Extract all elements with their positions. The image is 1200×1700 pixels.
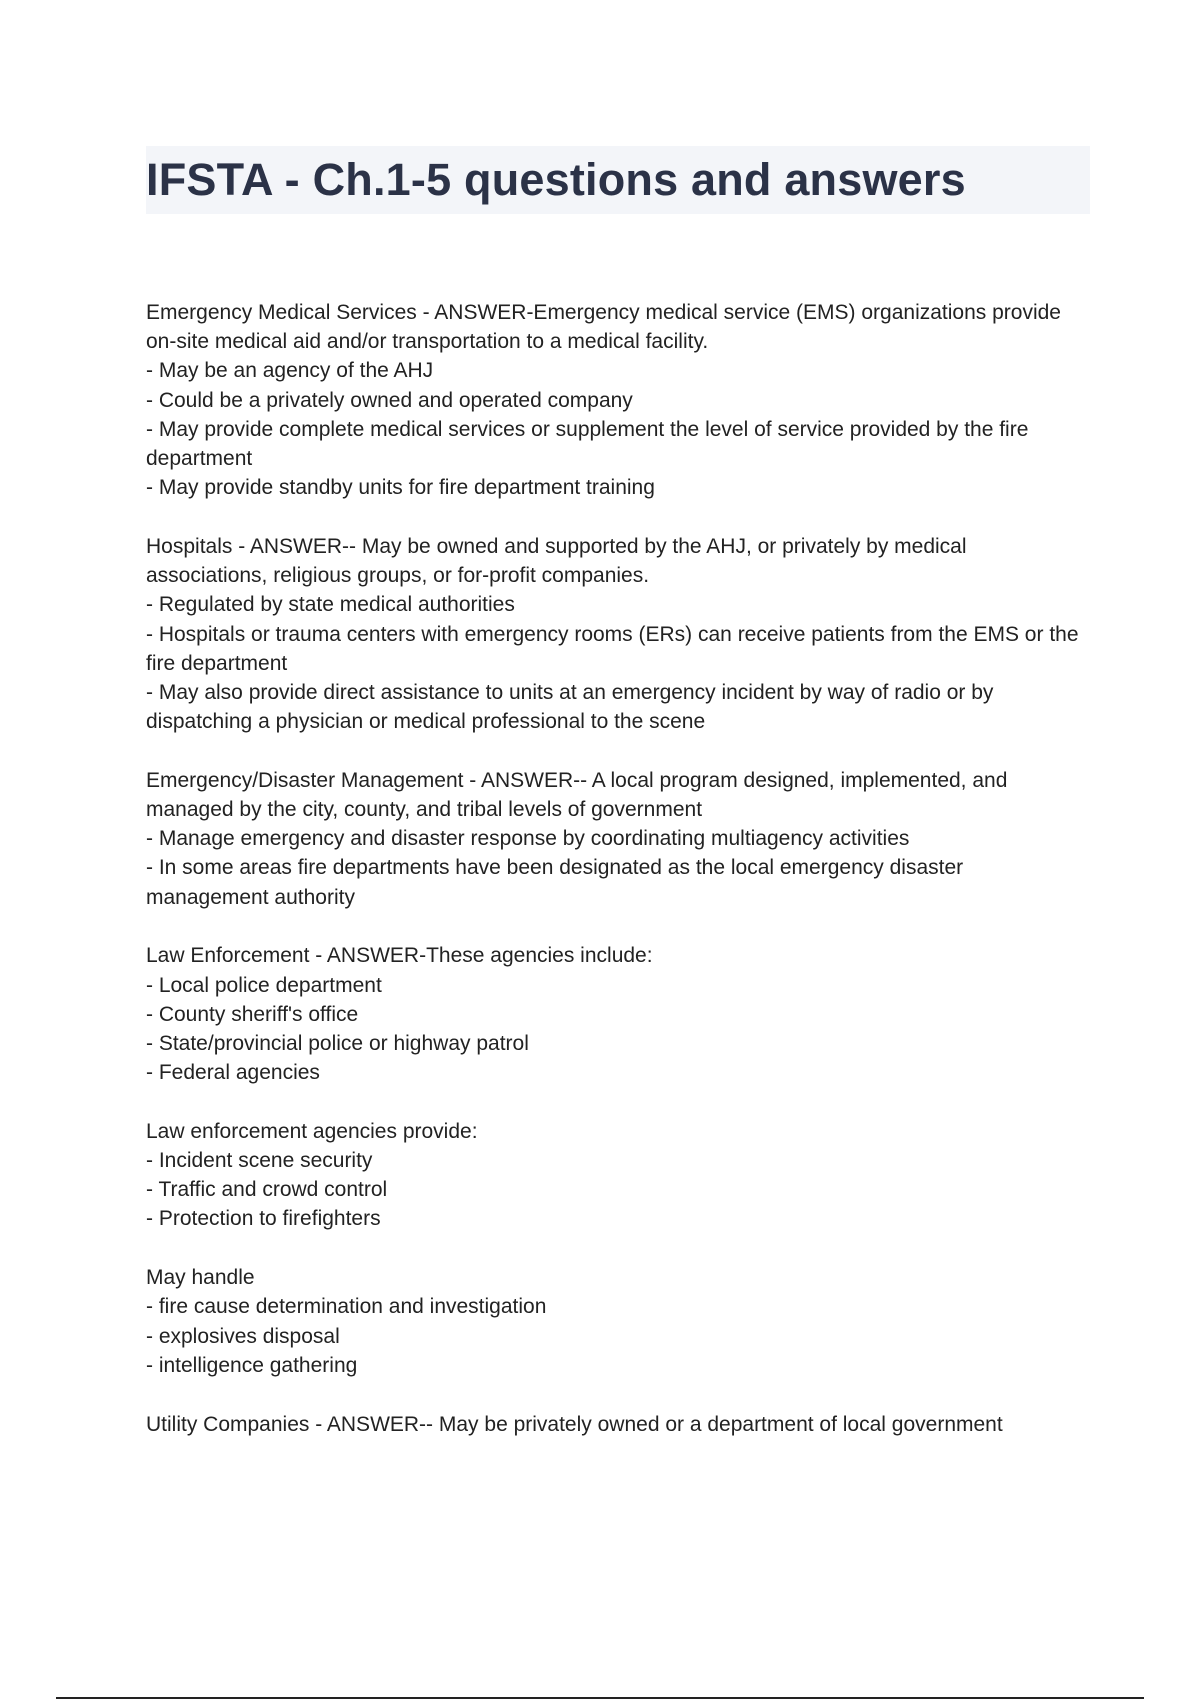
bullet-item: - County sheriff's office xyxy=(146,1002,359,1026)
answer-paragraph: Emergency Medical Services - ANSWER-Emergency medical service (EMS) organizations provide on-site medical aid and/or transportation to a medical facility. xyxy=(146,301,1061,354)
bullet-item: - May be an agency of the AHJ xyxy=(146,359,434,383)
bullet-item: - Regulated by state medical authorities xyxy=(146,593,515,617)
page-bottom-divider xyxy=(56,1697,1144,1699)
section-heading-text: Law enforcement agencies provide: xyxy=(146,1119,478,1143)
answer-paragraph: Utility Companies - ANSWER-- May be privately owned or a department of local government xyxy=(146,1412,1003,1436)
bullet-item: - May provide standby units for fire department training xyxy=(146,476,655,500)
section-heading-text: May handle xyxy=(146,1266,255,1290)
section-utility-companies xyxy=(146,1410,1090,1439)
section-hospitals xyxy=(146,532,1090,736)
document-body xyxy=(146,298,1090,1468)
section-may-handle xyxy=(146,1263,1090,1380)
bullet-item: - Could be a privately owned and operated company xyxy=(146,388,633,412)
answer-paragraph: Hospitals - ANSWER-- May be owned and supported by the AHJ, or privately by medical associations, religious groups, or for-profit companies. xyxy=(146,534,967,588)
section-law-enforcement xyxy=(146,941,1090,1087)
title-banner xyxy=(146,146,1090,214)
bullet-item: - fire cause determination and investigation xyxy=(146,1295,547,1319)
section-emergency-medical-services xyxy=(146,298,1090,502)
bullet-item: - explosives disposal xyxy=(146,1324,340,1348)
page-title: IFSTA - Ch.1-5 questions and answers xyxy=(146,154,966,205)
bullet-item: - Incident scene security xyxy=(146,1149,373,1173)
bullet-item: - Federal agencies xyxy=(146,1061,320,1085)
bullet-item: - In some areas fire departments have been designated as the local emergency disaster management authority xyxy=(146,856,964,909)
section-emergency-disaster-management xyxy=(146,766,1090,912)
bullet-item: - Traffic and crowd control xyxy=(146,1178,388,1202)
bullet-item: - Protection to firefighters xyxy=(146,1207,381,1231)
bullet-item: - State/provincial police or highway patrol xyxy=(146,1031,529,1055)
bullet-item: - intelligence gathering xyxy=(146,1353,358,1377)
bullet-item: - May provide complete medical services or supplement the level of service provided by the fire department xyxy=(146,417,1029,471)
section-law-enforcement-provide xyxy=(146,1117,1090,1234)
bullet-item: - Local police department xyxy=(146,973,382,997)
bullet-item: - Hospitals or trauma centers with emergency rooms (ERs) can receive patients from the EMS or the fire department xyxy=(146,622,1079,675)
answer-paragraph: Emergency/Disaster Management - ANSWER-- A local program designed, implemented, and managed by the city, county, and tribal levels of government xyxy=(146,768,1008,822)
bullet-item: - May also provide direct assistance to units at an emergency incident by way of radio or by dispatching a physician or medical professional to the scene xyxy=(146,680,994,734)
answer-paragraph: Law Enforcement - ANSWER-These agencies include: xyxy=(146,944,653,968)
bullet-item: - Manage emergency and disaster response by coordinating multiagency activities xyxy=(146,827,910,851)
